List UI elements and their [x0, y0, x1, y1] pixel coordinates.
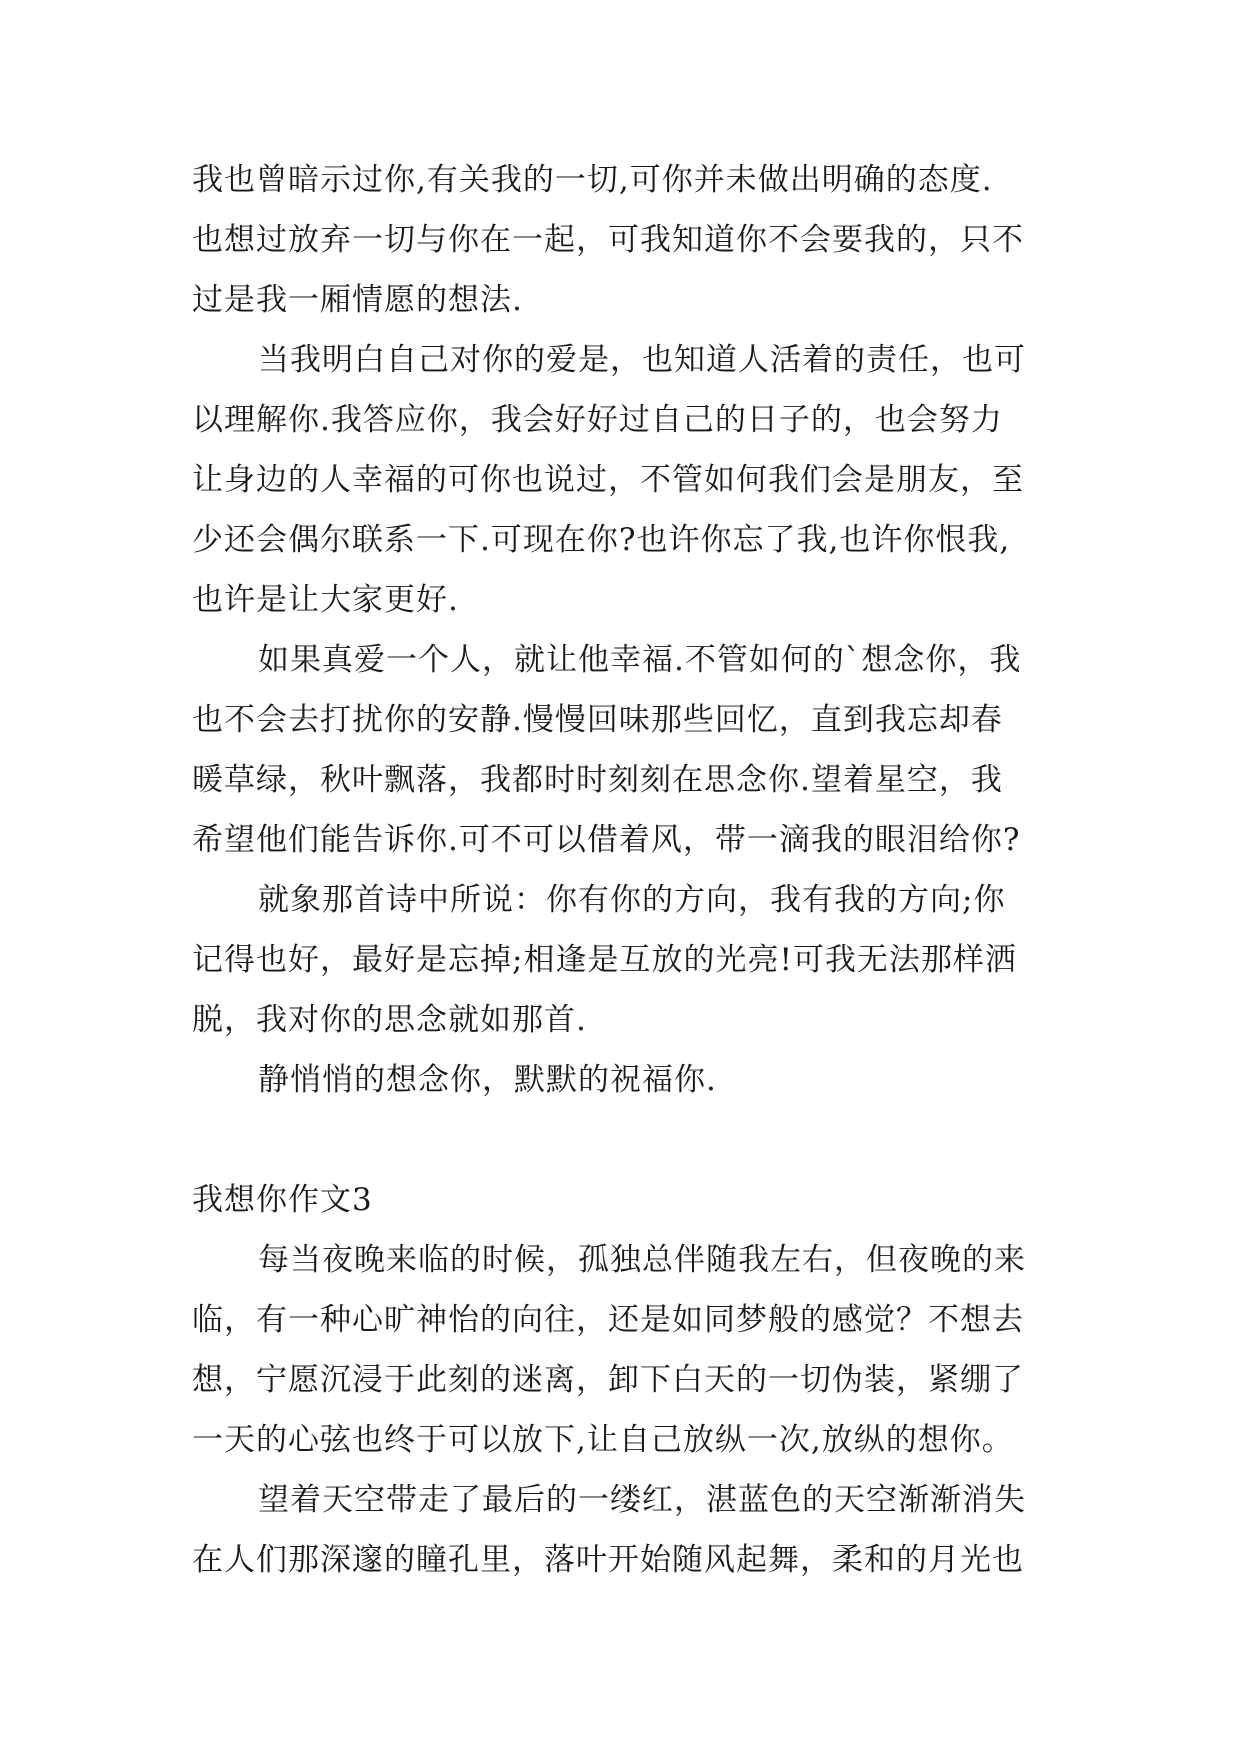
text-line: 也不会去打扰你的安静.慢慢回味那些回忆，直到我忘却春 [192, 702, 1003, 738]
paragraph [192, 1050, 1052, 1110]
text-line: 每当夜晚来临的时候，孤独总伴随我左右，但夜晚的来 [258, 1242, 1026, 1278]
text-line: 过是我一厢情愿的想法. [192, 282, 523, 318]
text-line: 让身边的人幸福的可你也说过，不管如何我们会是朋友，至 [192, 462, 1024, 498]
text-line: 少还会偶尔联系一下.可现在你?也许你忘了我,也许你恨我, [192, 522, 1011, 558]
text-line: 就象那首诗中所说：你有你的方向，我有我的方向;你 [258, 882, 1006, 918]
paragraph [192, 870, 1052, 1050]
paragraph [192, 150, 1052, 330]
text-line: 脱，我对你的思念就如那首. [192, 1002, 587, 1038]
text-line: 我也曾暗示过你,有关我的一切,可你并未做出明确的态度. [192, 162, 993, 198]
text-line: 想，宁愿沉浸于此刻的迷离，卸下白天的一切伪装，紧绷了 [192, 1362, 1024, 1398]
text-line: 暖草绿，秋叶飘落，我都时时刻刻在思念你.望着星空，我 [192, 762, 1003, 798]
text-line: 也想过放弃一切与你在一起，可我知道你不会要我的，只不 [192, 222, 1024, 258]
text-line: 当我明白自己对你的爱是，也知道人活着的责任，也可 [258, 342, 1026, 378]
text-line: 一天的心弦也终于可以放下,让自己放纵一次,放纵的想你。 [192, 1422, 1014, 1458]
section-gap [192, 1110, 1052, 1170]
text-line: 望着天空带走了最后的一缕红，湛蓝色的天空渐渐消失 [258, 1482, 1026, 1518]
text-line: 记得也好，最好是忘掉;相逢是互放的光亮!可我无法那样洒 [192, 942, 1017, 978]
text-line: 以理解你.我答应你，我会好好过自己的日子的，也会努力 [192, 402, 1003, 438]
text-line: 在人们那深邃的瞳孔里，落叶开始随风起舞，柔和的月光也 [192, 1542, 1024, 1578]
text-line: 临，有一种心旷神怡的向往，还是如同梦般的感觉？不想去 [192, 1302, 1024, 1338]
paragraph [192, 1470, 1052, 1590]
paragraph [192, 330, 1052, 630]
essay-body [192, 150, 1052, 1590]
text-line: 静悄悄的想念你，默默的祝福你. [258, 1062, 717, 1098]
text-line: 如果真爱一个人，就让他幸福.不管如何的`想念你，我 [258, 642, 1022, 678]
text-line: 也许是让大家更好. [192, 582, 459, 618]
text-line: 希望他们能告诉你.可不可以借着风，带一滴我的眼泪给你? [192, 822, 1021, 858]
essay-heading: 我想你作文3 [192, 1182, 373, 1218]
paragraph [192, 630, 1052, 870]
paragraph [192, 1230, 1052, 1470]
